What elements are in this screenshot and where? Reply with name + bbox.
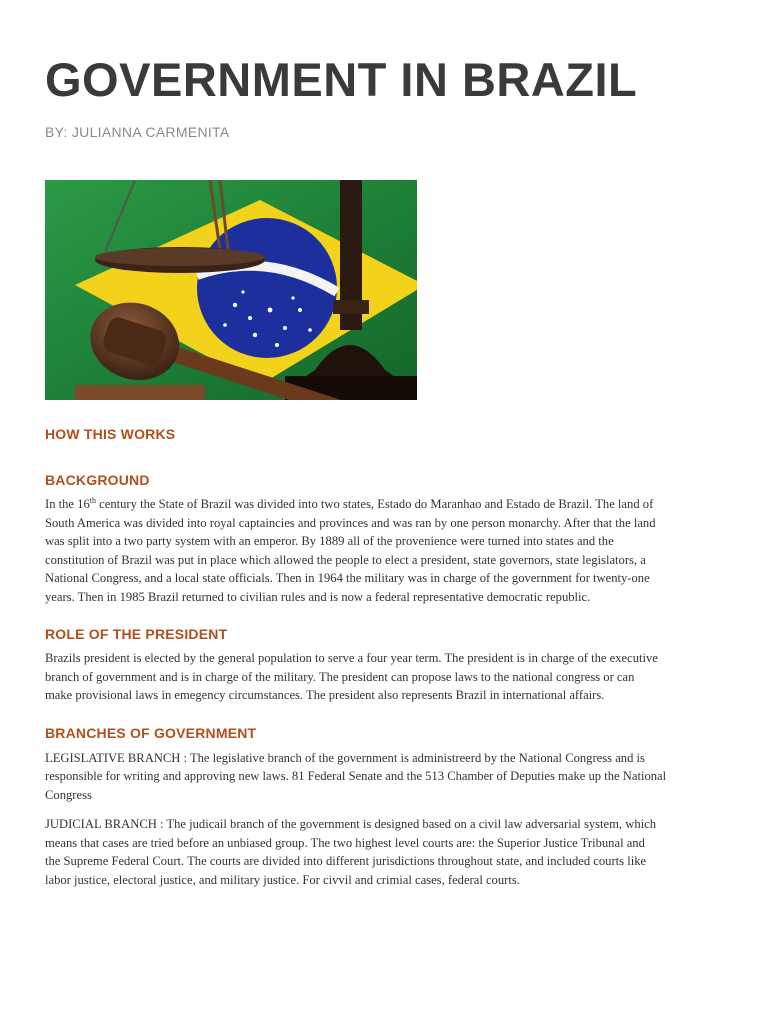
legislative-paragraph: LEGISLATIVE BRANCH : The legislative branch of the government is administreerd by the National Congress and is responsible for writing and approving new laws. 81 Federal Senate and the 513 Chamber of Deputies make up the National Congress [45,750,667,802]
section-heading-background: BACKGROUND [45,472,150,488]
section-heading-president: ROLE OF THE PRESIDENT [45,626,228,642]
author-byline: BY: JULIANNA CARMENITA [45,124,230,140]
page-title: GOVERNMENT IN BRAZIL [45,53,638,106]
content-column [45,426,725,889]
gavel-block [75,385,205,400]
background-text-rest: century the State of Brazil was divided into two states, Estado do Maranhao and Estado de Brazil. The land of South America was divided into royal captaincies and provinces and was ran by one person monarchy. After that the land was split into a two party system with an emperor. By 1889 all of the provenience were turned into states and the constitution of Brazil was put in place which allowed the people to elect a president, state governors, state legislators, a National Congress, and a local state officials. Then in 1964 the military was in charge of the government for twenty-one years. Then in 1985 Brazil returned to civilian rules and is now a federal representative democratic republic. [45,497,656,604]
section-heading-how: HOW THIS WORKS [45,426,176,442]
background-text-start: In the 16 [45,497,90,511]
hero-image [45,180,417,400]
background-paragraph [45,495,725,606]
judicial-paragraph: JUDICIAL BRANCH : The judicail branch of the government is designed based on a civil law adversarial system, which means that cases are tried before an unbiased group. The two highest level courts are: the Superior Justice Tribunal and the Supreme Federal Court. The courts are divided into different jurisdictions throughout state, and included courts like labor justice, electoral justice, and military justice. For civvil and crimial cases, federal courts. [45,817,657,887]
ordinal-suffix: th [89,495,97,505]
president-paragraph: Brazils president is elected by the general population to serve a four year term. The president is in charge of the executive branch of government and is in charge of the military. The president can propose laws to the national congress or can make provisional laws in emegency circumstances. The president also represents Brazil in international affairs. [45,651,658,702]
section-heading-branches: BRANCHES OF GOVERNMENT [45,724,257,741]
